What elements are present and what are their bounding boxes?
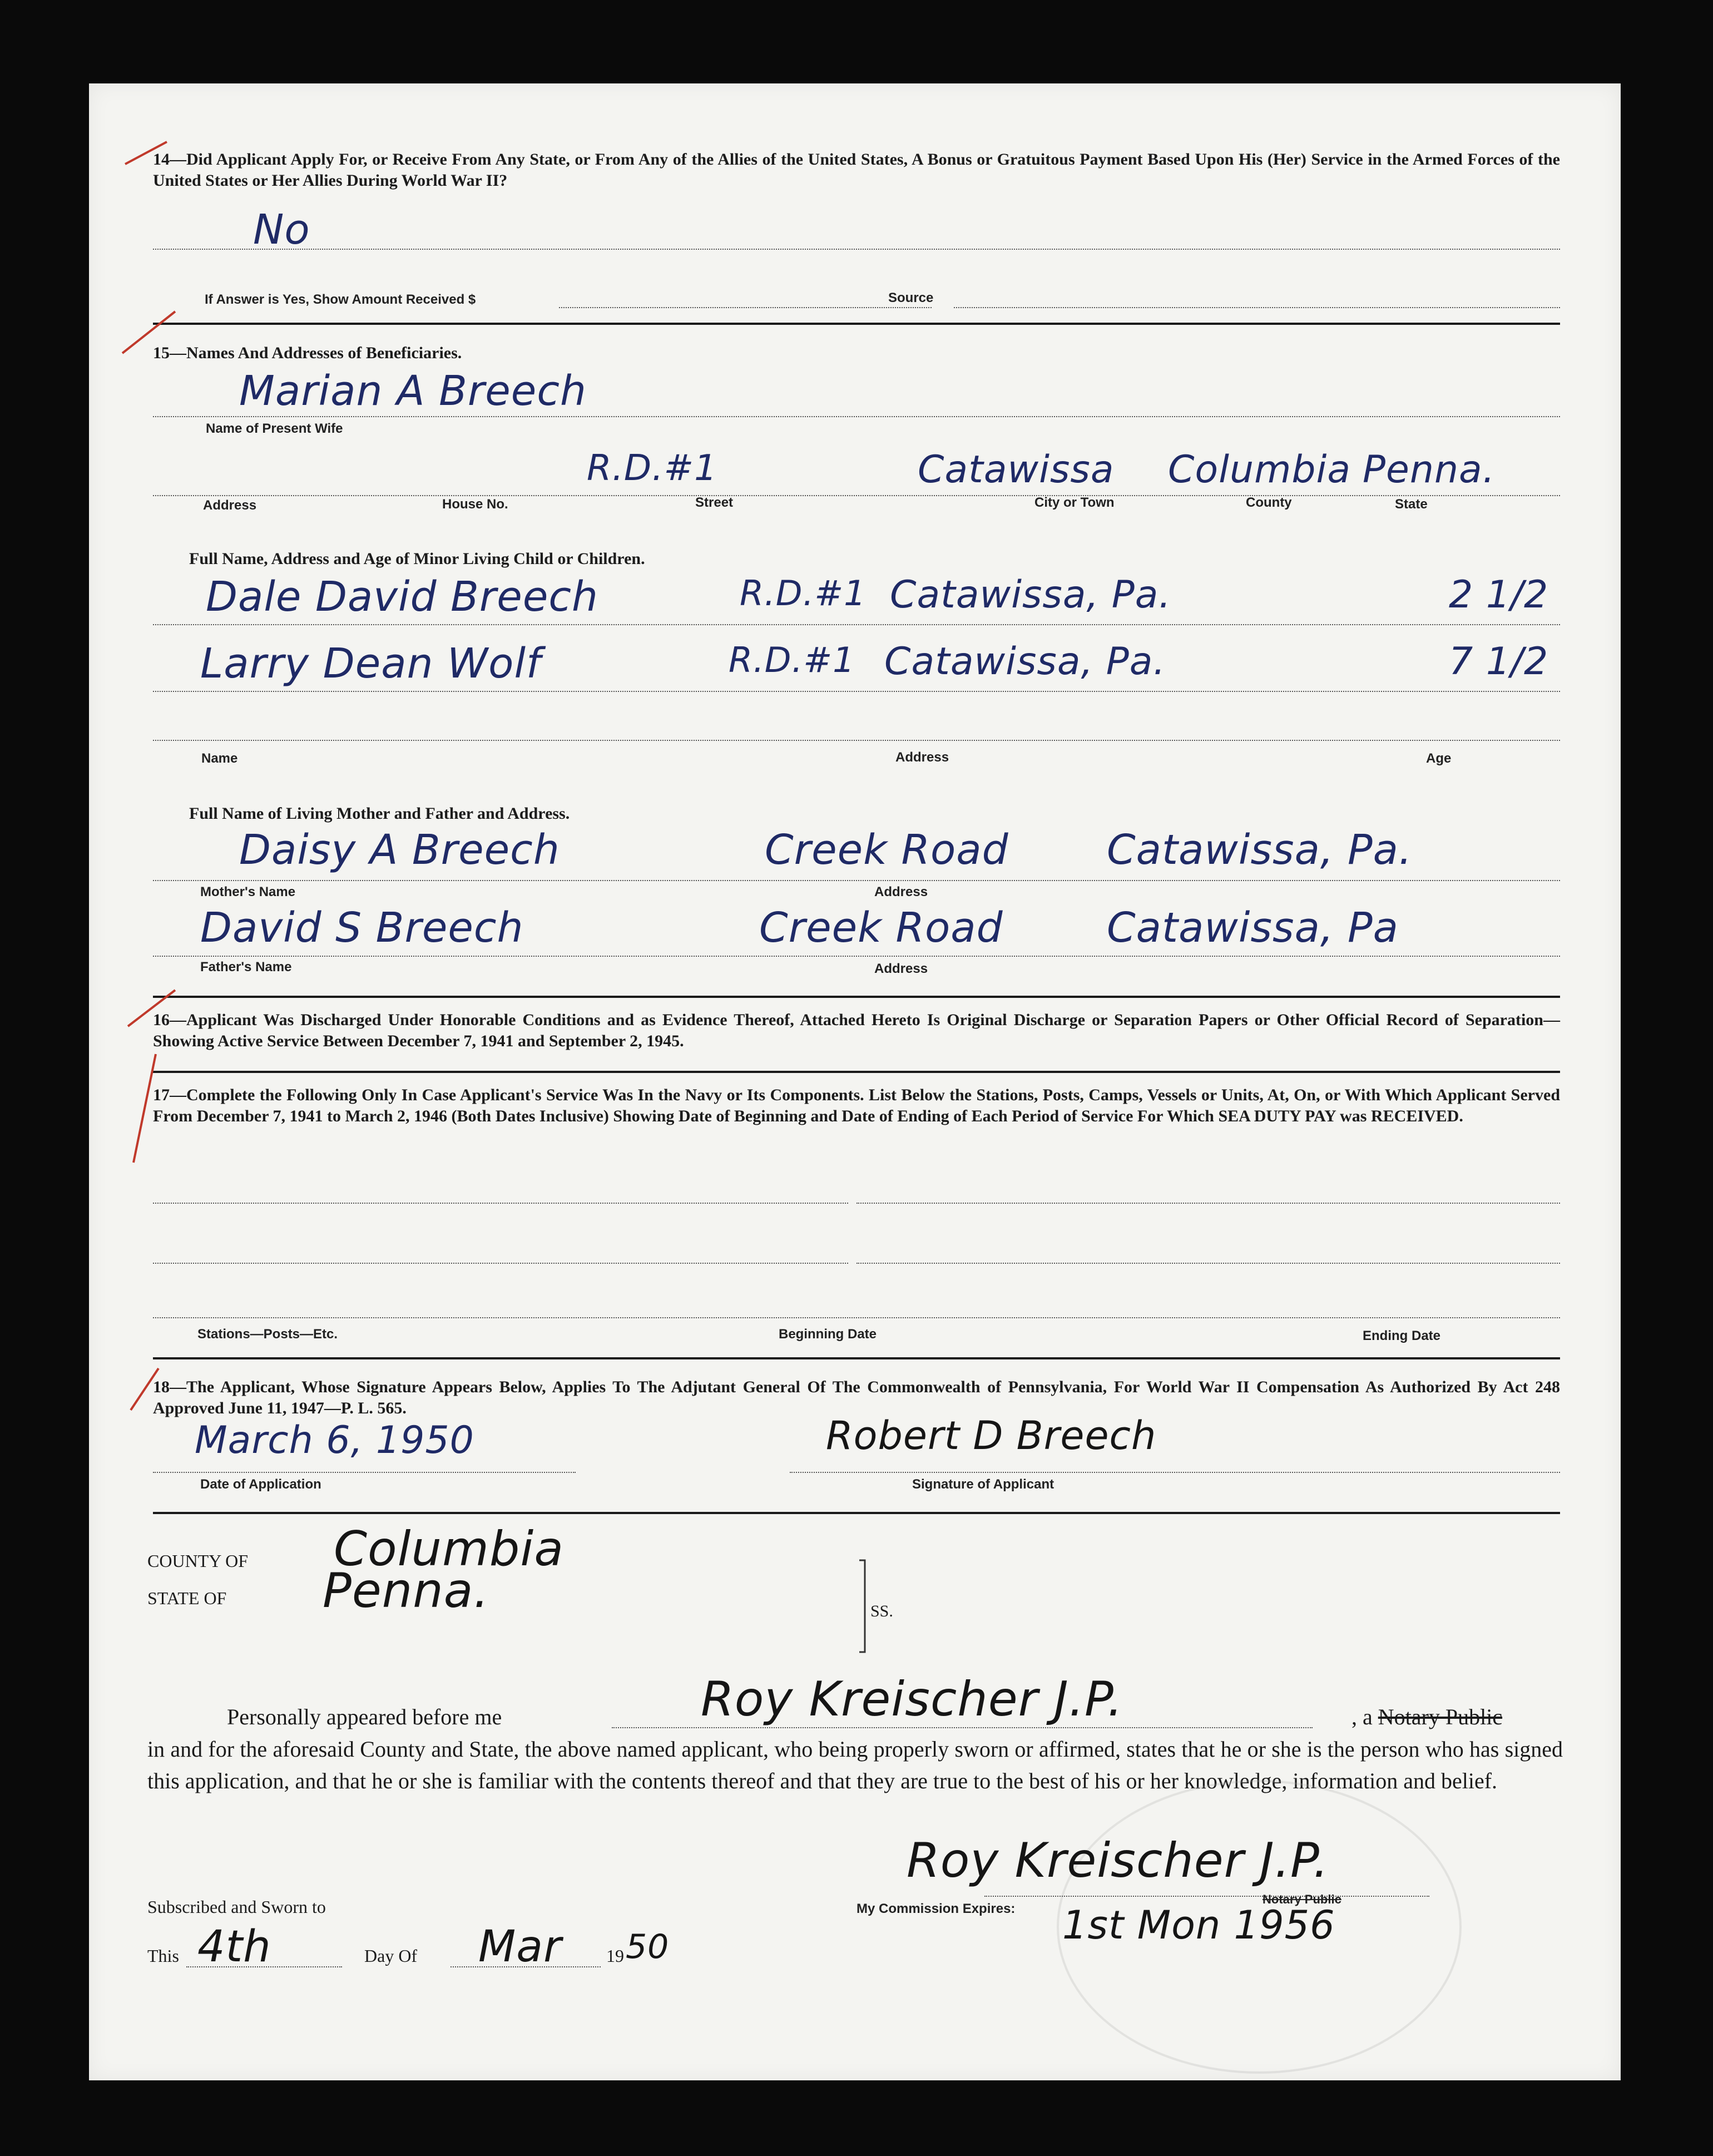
child-1-name: Dale David Breech: [206, 573, 598, 621]
child-address-label: Address: [895, 750, 949, 765]
day-value: 4th: [197, 1922, 271, 1972]
child-2-rd: R.D.#1: [729, 640, 855, 680]
question-text: Applicant Was Discharged Under Honorable Conditions and as Evidence Thereof, Attached Hereto Is Original Discharge or Separation Papers or Other Official Record of Separation—Showing Active Service Between December 7, 1941 and September 2, 1945.: [153, 1011, 1560, 1050]
child-age-label: Age: [1426, 751, 1452, 766]
street-label: Street: [695, 495, 734, 510]
question-16: 16—Applicant Was Discharged Under Honorable Conditions and as Evidence Thereof, Attached Hereto Is Original Discharge or Separation Papers or Other Official Record of Separation—Showing Active Service Between December 7, 1941 and September 2, 1945.: [153, 1011, 1560, 1050]
question-text: The Applicant, Whose Signature Appears Below, Applies To The Adjutant General Of The Commonwealth of Pennsylvania, For World War II Compensation As Authorized By Act 248 Approved June 11, 1947—P. L. 565.: [153, 1378, 1560, 1417]
question-text: Names And Addresses of Beneficiaries.: [186, 344, 462, 362]
ending-date-label: Ending Date: [1363, 1328, 1441, 1343]
source-line: [954, 307, 1560, 308]
parents-title: Full Name of Living Mother and Father and Address.: [189, 804, 570, 823]
county-label: County: [1246, 495, 1292, 510]
month-line: [450, 1966, 601, 1967]
father-line: [153, 956, 1560, 957]
dates-line: [856, 1263, 1560, 1264]
dates-line: [856, 1203, 1560, 1204]
source-label: Source: [888, 290, 934, 305]
question-text: Complete the Following Only In Case Applicant's Service Was In the Navy or Its Components. List Below the Stations, Posts, Camps, Vessels or Units, At, On, or With Which Applicant Served From December 7, 1941 to March 2, 1946 (Both Dates Inclusive) Showing Date of Beginning and Date of Ending of Each Period of Service For Which SEA DUTY PAY was RECEIVED.: [153, 1086, 1560, 1125]
father-road-value: Creek Road: [759, 904, 1003, 952]
child-1-city: Catawissa, Pa.: [890, 573, 1172, 617]
day-line: [186, 1966, 342, 1967]
county-of-value: Columbia: [334, 1521, 565, 1577]
child-line: [153, 624, 1560, 625]
officer-name-value: Roy Kreischer J.P.: [701, 1672, 1123, 1727]
officer-line: [612, 1727, 1313, 1728]
subscribed-label: Subscribed and Sworn to: [147, 1897, 326, 1917]
stations-label: Stations—Posts—Etc.: [197, 1327, 338, 1342]
appeared-prefix: Personally appeared before me: [227, 1704, 502, 1729]
signature-label: Signature of Applicant: [912, 1477, 1054, 1492]
question-14: 14—Did Applicant Apply For, or Receive From Any State, or From Any of the Allies of the United States, A Bonus or Gratuitous Payment Based Upon His (Her) Service in the Armed Forces of the United States or Her Allies During World War II?: [153, 150, 1560, 190]
mother-line: [153, 880, 1560, 881]
application-date-value: March 6, 1950: [195, 1418, 474, 1462]
ss-label: SS.: [870, 1602, 893, 1620]
date-label: Date of Application: [200, 1477, 321, 1492]
county-of-label: COUNTY OF: [147, 1551, 249, 1571]
section-divider: [153, 1357, 1560, 1359]
stations-line: [153, 1317, 1560, 1318]
mother-city-value: Catawissa, Pa.: [1107, 826, 1413, 874]
form-page: [89, 83, 1621, 2080]
year-prefix: 19: [606, 1946, 624, 1966]
state-of-label: STATE OF: [147, 1588, 227, 1608]
mother-name-value: Daisy A Breech: [239, 826, 560, 874]
child-1-rd: R.D.#1: [740, 573, 867, 614]
city-label: City or Town: [1034, 495, 1115, 510]
children-title: Full Name, Address and Age of Minor Living Child or Children.: [189, 550, 645, 568]
child-name-label: Name: [201, 751, 238, 766]
signature-line: [790, 1472, 1560, 1473]
mother-label: Mother's Name: [200, 884, 296, 899]
question-number: 15: [153, 344, 170, 362]
address-label: Address: [203, 498, 257, 513]
father-name-value: David S Breech: [200, 904, 524, 952]
question-18: 18—The Applicant, Whose Signature Appears Below, Applies To The Adjutant General Of The Commonwealth of Pennsylvania, For World War II Compensation As Authorized By Act 248 Approved June 11, 1947—P. L. 565.: [153, 1378, 1560, 1417]
notary-title: [1351, 1701, 1502, 1733]
applicant-signature: Robert D Breech: [826, 1413, 1157, 1458]
mother-road-value: Creek Road: [765, 826, 1009, 874]
commission-label: My Commission Expires:: [856, 1901, 1016, 1916]
child-2-name: Larry Dean Wolf: [200, 640, 542, 688]
notary-body: in and for the aforesaid County and State, the above named applicant, who being properly sworn or affirmed, states that he or she is the person who has signed this application, and that he or she is familiar with the contents thereof and that they are true to the best of his or her knowledge, information and belief.: [147, 1737, 1563, 1793]
question-number: 16: [153, 1011, 170, 1029]
house-no-value: R.D.#1: [587, 448, 717, 489]
section-divider: [153, 996, 1560, 998]
state-value: Penna.: [1363, 448, 1496, 492]
state-of-value: Penna.: [323, 1563, 489, 1619]
q14-answer: No: [253, 206, 310, 254]
stations-line: [153, 1263, 848, 1264]
child-line: [153, 691, 1560, 692]
a-word: , a: [1351, 1704, 1373, 1729]
section-divider: [153, 1071, 1560, 1073]
question-17: 17—Complete the Following Only In Case Applicant's Service Was In the Navy or Its Components. List Below the Stations, Posts, Camps, Vessels or Units, At, On, or With Which Applicant Served From December 7, 1941 to March 2, 1946 (Both Dates Inclusive) Showing Date of Beginning and Date of Ending of Each Period of Service For Which SEA DUTY PAY was RECEIVED.: [153, 1086, 1560, 1125]
wife-label: Name of Present Wife: [206, 421, 343, 436]
wife-name-value: Marian A Breech: [239, 367, 587, 415]
commission-value: 1st Mon 1956: [1062, 1902, 1335, 1948]
mother-address-label: Address: [874, 884, 928, 899]
answer-line: [153, 249, 1560, 250]
child-2-age: 7 1/2: [1449, 640, 1549, 684]
house-no-label: House No.: [442, 497, 508, 512]
child-1-age: 2 1/2: [1449, 573, 1549, 617]
officer-signature-line: [984, 1896, 1429, 1897]
section-divider: [153, 1512, 1560, 1514]
wife-line: [153, 416, 1560, 417]
question-number: 18: [153, 1378, 170, 1396]
date-line: [153, 1472, 576, 1473]
amount-label: If Answer is Yes, Show Amount Received $: [205, 292, 476, 307]
officer-signature: Roy Kreischer J.P.: [907, 1833, 1329, 1888]
county-value: Columbia: [1168, 448, 1351, 492]
notary-public-small: Notary Public: [1263, 1892, 1341, 1906]
question-number: 17: [153, 1086, 170, 1104]
stations-line: [153, 1203, 848, 1204]
state-label: State: [1395, 497, 1428, 512]
question-text: Did Applicant Apply For, or Receive From Any State, or From Any of the Allies of the United States, A Bonus or Gratuitous Payment Based Upon His (Her) Service in the Armed Forces of the United States or Her Allies During World War II?: [153, 150, 1560, 190]
notary-public-struck: Notary Public: [1378, 1704, 1503, 1729]
day-of-label: Day Of: [364, 1946, 418, 1966]
child-2-city: Catawissa, Pa.: [884, 640, 1166, 684]
this-label: This: [147, 1946, 179, 1966]
year-value: 50: [626, 1927, 670, 1966]
amount-line: [559, 307, 932, 308]
father-city-value: Catawissa, Pa: [1107, 904, 1399, 952]
month-value: Mar: [478, 1922, 562, 1972]
beginning-date-label: Beginning Date: [779, 1327, 877, 1342]
child-line: [153, 740, 1560, 741]
section-divider: [153, 323, 1560, 325]
question-15-title: 15—Names And Addresses of Beneficiaries.: [153, 344, 462, 362]
father-address-label: Address: [874, 961, 928, 976]
city-value: Catawissa: [918, 448, 1115, 492]
address-line: [153, 495, 1560, 496]
question-number: 14: [153, 150, 170, 169]
father-label: Father's Name: [200, 960, 292, 975]
